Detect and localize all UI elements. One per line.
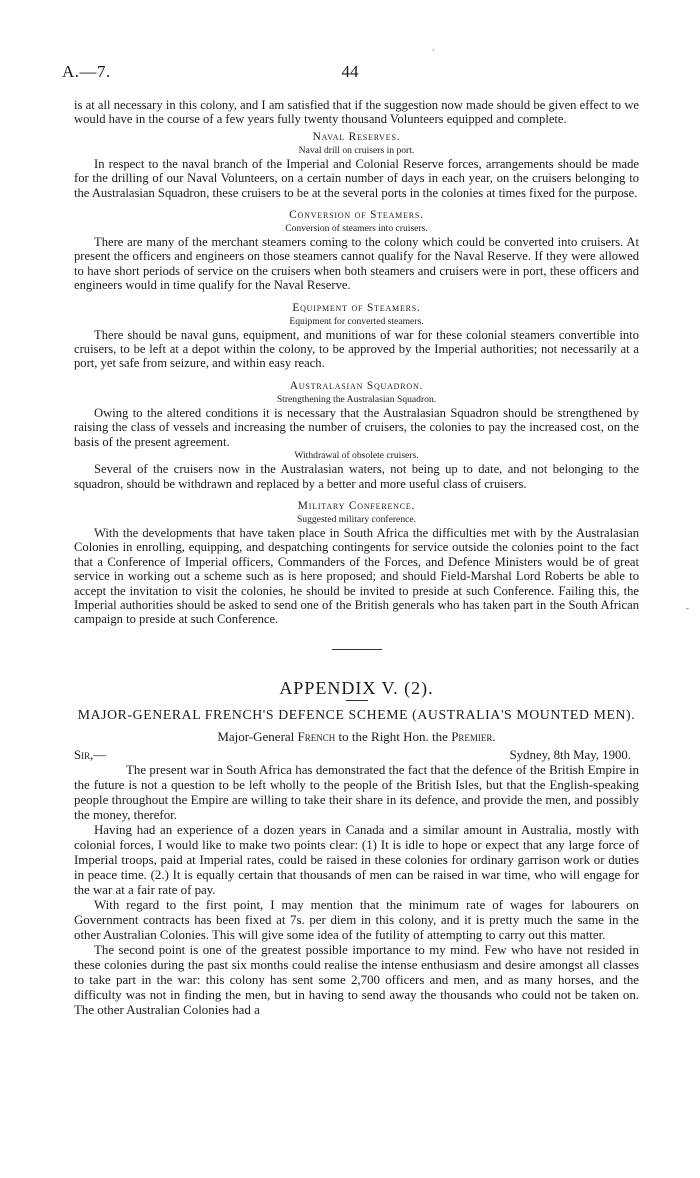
letter-from-name: French [297,728,336,744]
section-heading: Conversion of Steamers. [289,209,424,222]
section-paragraph: Several of the cruisers now in the Australasian waters, not being up to date, and not belonging to the squadron, should be withdrawn and replaced by a better and more useful class of cruisers. [74,462,639,491]
intro-paragraph: is at all necessary in this colony, and I am satisfied that if the suggestion now made should be given effect to we would have in the course of a few years fully twenty thousand Volunteers equipped and complete. [74,98,639,127]
document-body [74,98,639,1018]
salutation: Sir,— [74,747,107,762]
parliamentary-paper-reference: A.—7. [62,62,111,81]
section-subheading: Equipment for converted steamers. [289,315,424,327]
section-subheading: Suggested military conference. [296,513,417,525]
letter-paragraph: The present war in South Africa has demonstrated the fact that the defence of the British Empire in the future is not a question to be left wholly to the people of the British Isles, but that the English-speaking people throughout the Empire are willing to take their share in its defence, and provide the men, and possibly the money, therefor. [74,762,639,822]
section-australasian-squadron [74,379,639,491]
page-header [62,62,638,86]
appendix-title: APPENDIX V. (2). [279,677,434,698]
salutation-row [74,748,639,763]
letter-paragraph: The second point is one of the greatest possible importance to my mind. Few who have not resided in these colonies during the past six months could realise the intense enthusiasm and desire amongst all classes to take part in the war: this colony has sent some 2,700 officers and men, and as many horses, and the difficulty was not in finding the men, but in having to send away the thousands who could not be taken on. The other Australian Colonies had a [74,942,639,1017]
letter-to-prefix: to the Right Hon. the [338,728,448,744]
section-equipment-of-steamers [74,301,639,371]
section-heading: Naval Reserves. [312,130,401,143]
scan-speck: ` [432,48,435,58]
place-date: Sydney, 8th May, 1900. [509,747,631,762]
section-subheading: Conversion of steamers into cruisers. [285,223,428,235]
letter-heading [74,729,639,745]
page-number: 44 [341,62,359,81]
section-paragraph: There are many of the merchant steamers coming to the colony which could be converted into cruisers. At present the officers and engineers on those steamers cannot qualify for the Naval Reserve. If they were allowed to have short periods of service on the cruisers when both steamers and cruisers were in port, these officers and engineers would in time qualify for the Naval Reserve. [74,235,639,293]
section-paragraph: In respect to the naval branch of the Imperial and Colonial Reserve forces, arrangements should be made for the drilling of our Naval Volunteers, on a certain number of days in each year, on the cruisers belonging to the Australasian Squadron, these cruisers to be at the several ports in the colonies at times fixed for the purpose. [74,156,639,200]
letter-body [74,763,639,1018]
letter-paragraph: Having had an experience of a dozen years in Canada and a similar amount in Australia, mostly with colonial forces, I would like to make two points clear: (1) It is idle to hope or expect that any large force of Imperial troops, paid at Imperial rates, could be raised in these colonies for ordinary garrison work or duties in peace time. (2.) It is equally certain that thousands of men can be raised in war time, who will engage for the war at a fair rate of pay. [74,822,639,897]
section-heading: Australasian Squadron. [289,379,424,392]
section-military-conference [74,499,639,627]
section-subheading: Naval drill on cruisers in port. [298,144,415,156]
letter-to: Premier. [451,728,496,744]
section-paragraph: With the developments that have taken place in South Africa the difficulties met with by the Australasian Colonies in enrolling, equipping, and despatching contingents for service outside the colonies point to the fact that a Conference of Imperial officers, Commanders of the Forces, and Defence Ministers would be of great service in working out a scheme such as is here proposed; and should Field-Marshal Lord Roberts be able to accept the invitation to visit the colonies, he should be invited to preside at such Conference. Failing this, the Imperial authorities should be asked to send one of the British generals who has taken part in the South African campaign to preside at such Conference. [74,525,639,627]
appendix-subtitle: MAJOR-GENERAL FRENCH'S DEFENCE SCHEME (AUSTRALIA'S MOUNTED MEN). [77,706,636,722]
margin-mark: - [686,603,689,613]
section-heading: Equipment of Steamers. [292,301,421,314]
letter-from-rank: Major-General [217,728,295,744]
section-heading: Military Conference. [297,499,416,512]
section-naval-reserves [74,130,639,200]
section-subheading: Strengthening the Australasian Squadron. [276,393,437,405]
section-subheading: Withdrawal of obsolete cruisers. [294,450,419,462]
section-paragraph: Owing to the altered conditions it is necessary that the Australasian Squadron should be strengthened by raising the class of vessels and increasing the number of cruisers, the colonies to pay the increased cost, on the basis of the present agreement. [74,405,639,449]
section-paragraph: There should be naval guns, equipment, and munitions of war for these colonial steamers convertible into cruisers, to be left at a depot within the colony, to be approved by the Imperial authorities; not necessarily at a port, yet safe from seizure, and within easy reach. [74,327,639,371]
section-conversion-of-steamers [74,208,639,293]
letter-paragraph: With regard to the first point, I may mention that the minimum rate of wages for labourers on Government contracts has been fixed at 7s. per diem in this colony, and it is pretty much the same in the other Australian Colonies. This will give some idea of the futility of attempting to carry out this matter. [74,897,639,942]
